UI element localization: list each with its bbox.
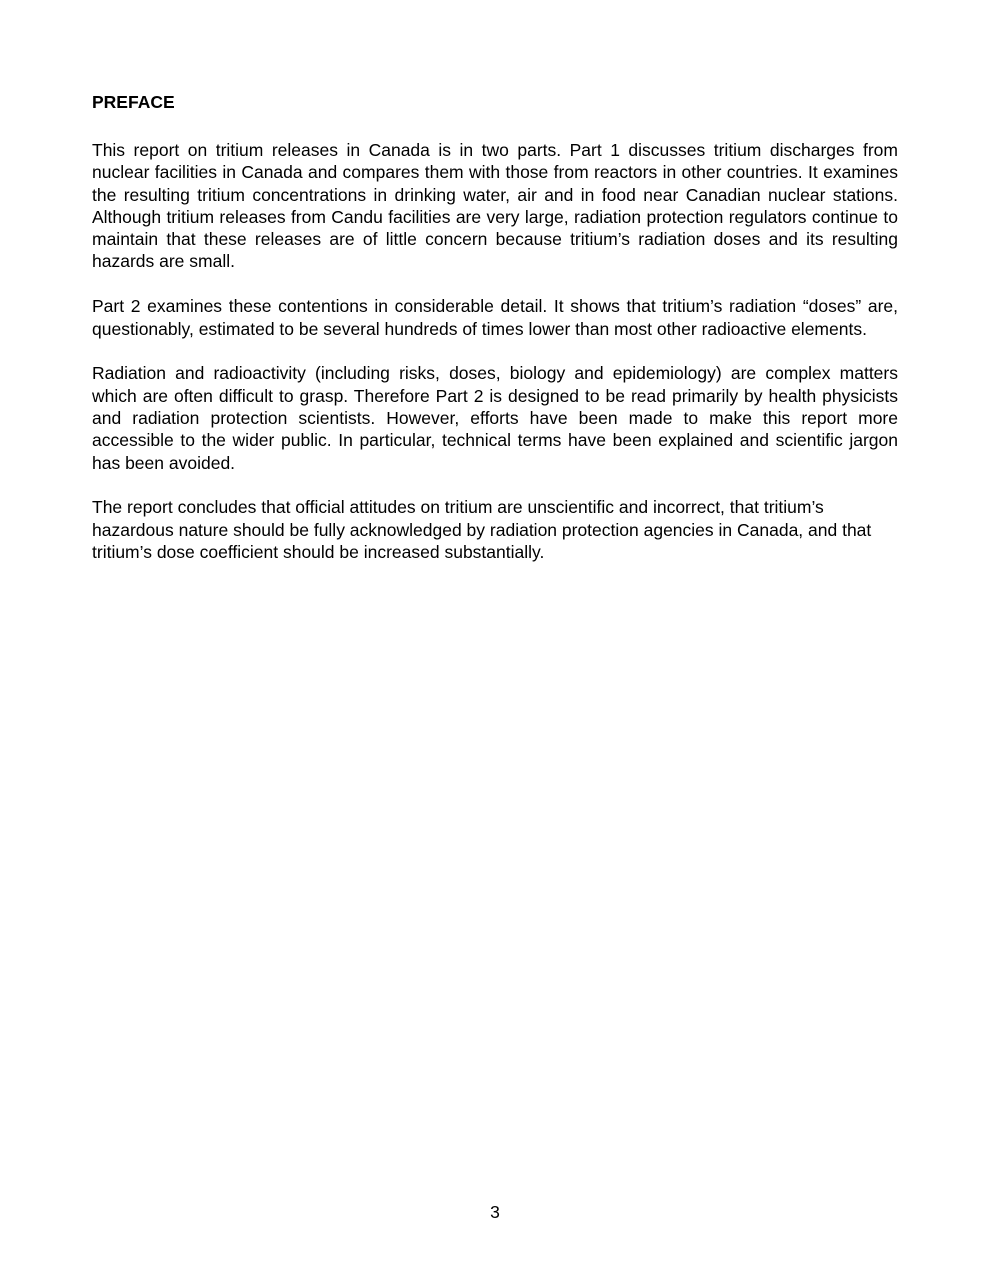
paragraph-audience: Radiation and radioactivity (including risks, doses, biology and epidemiology) are complex matters which are often difficult to grasp. Therefore Part 2 is designed to be read primarily by health physicists and radiation protection scientists. However, efforts have been made to make this report more accessible to the wider public. In particular, technical terms have been explained and scientific jargon has been avoided.: [92, 363, 898, 473]
paragraph-intro: This report on tritium releases in Canada is in two parts. Part 1 discusses tritium discharges from nuclear facilities in Canada and compares them with those from reactors in other countries. It examines the resulting tritium concentrations in drinking water, air and in food near Canadian nuclear stations. Although tritium releases from Candu facilities are very large, radiation protection regulators continue to maintain that these releases are of little concern because tritium’s radiation doses and its resulting hazards are small.: [92, 140, 898, 272]
page-number: 3: [490, 1202, 500, 1222]
section-heading: PREFACE: [92, 92, 175, 112]
paragraph-conclusion: The report concludes that official attitudes on tritium are unscientific and incorrect, that tritium’s hazardous nature should be fully acknowledged by radiation protection agencies in Canada, and that tritium’s dose coefficient should be increased substantially.: [92, 497, 872, 562]
paragraph-part-2: Part 2 examines these contentions in considerable detail. It shows that tritium’s radiation “doses” are, questionably, estimated to be several hundreds of times lower than most other radioactive elements.: [92, 296, 898, 339]
document-page: [92, 91, 898, 586]
